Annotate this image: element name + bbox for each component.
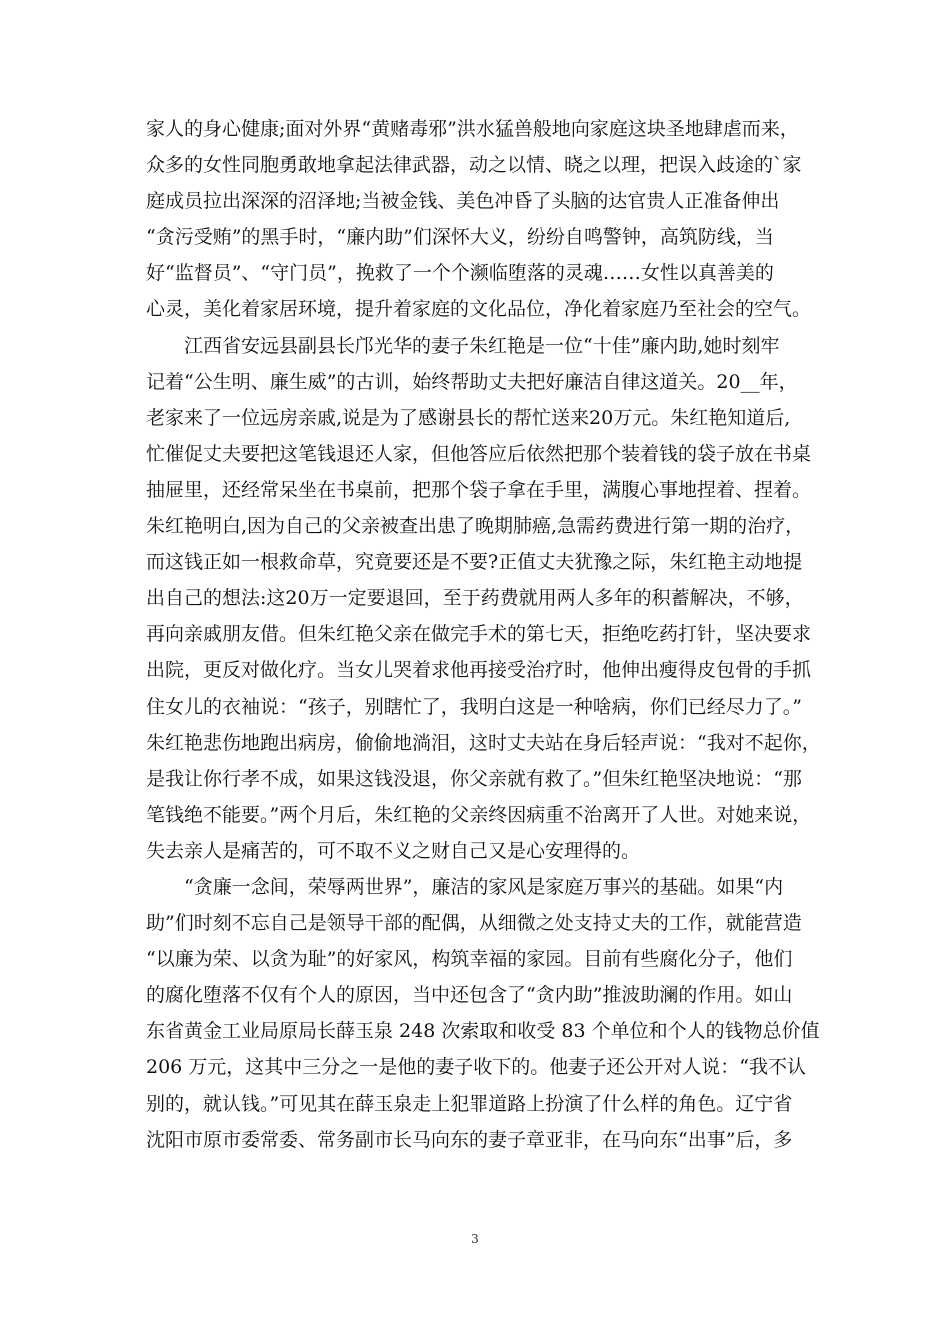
page-number: 3 (471, 1232, 479, 1246)
text-line: 而这钱正如一根救命草，究竟要还是不要?正值丈夫犹豫之际，朱红艳主动地提 (146, 551, 803, 574)
text-line: 忙催促丈夫要把这笔钱退还人家，但他答应后依然把那个装着钱的袋子放在书桌 (146, 442, 812, 465)
text-line: 再向亲戚朋友借。但朱红艳父亲在做完手术的第七天，拒绝吃药打针，坚决要求 (146, 623, 812, 646)
text-line: 笔钱绝不能要。”两个月后，朱红艳的父亲终因病重不治离开了人世。对她来说， (146, 803, 812, 826)
text-line: 心灵，美化着家居环境，提升着家庭的文化品位，净化着家庭乃至社会的空气。 (146, 298, 812, 321)
text-line: 记着“公生明、廉生威”的古训，始终帮助丈夫把好廉洁自律这道关。20__年， (146, 370, 798, 393)
text-line: “贪污受贿”的黑手时，“廉内助”们深怀大义，纷纷自鸣警钟，高筑防线，当 (146, 226, 774, 249)
text-line: 出自己的想法:这20万一定要退回，至于药费就用两人多年的积蓄解决，不够， (146, 587, 804, 610)
text-line: 失去亲人是痛苦的，可不取不义之财自己又是心安理得的。 (146, 839, 641, 862)
text-line: 抽屉里，还经常呆坐在书桌前，把那个袋子拿在手里，满腹心事地捏着、捏着。 (146, 478, 812, 501)
text-line: 东省黄金工业局原局长薛玉泉 248 次索取和收受 83 个单位和个人的钱物总价值 (146, 1020, 820, 1043)
text-line: 是我让你行孝不成，如果这钱没退，你父亲就有救了。”但朱红艳坚决地说：“那 (146, 767, 802, 790)
text-line: “贪廉一念间，荣辱两世界”，廉洁的家风是家庭万事兴的基础。如果“内 (146, 875, 784, 898)
text-line: 出院，更反对做化疗。当女儿哭着求他再接受治疗时，他伸出瘦得皮包骨的手抓 (146, 659, 812, 682)
text-line: 老家来了一位远房亲戚,说是为了感谢县长的帮忙送来20万元。朱红艳知道后, (146, 406, 791, 429)
text-line: 的腐化堕落不仅有个人的原因，当中还包含了“贪内助”推波助澜的作用。如山 (146, 984, 793, 1007)
text-line: 庭成员拉出深深的沼泽地;当被金钱、美色冲昏了头脑的达官贵人正准备伸出 (146, 190, 780, 213)
text-line: 众多的女性同胞勇敢地拿起法律武器，动之以情、晓之以理，把误入歧途的`家 (146, 154, 802, 177)
body-text (146, 111, 821, 1158)
text-line: 别的，就认钱。”可见其在薛玉泉走上犯罪道路上扮演了什么样的角色。辽宁省 (146, 1092, 793, 1115)
text-line: 好“监督员”、“守门员”，挽救了一个个濒临堕落的灵魂……女性以真善美的 (146, 262, 774, 285)
text-line: 住女儿的衣袖说：“孩子，别瞎忙了，我明白这是一种啥病，你们已经尽力了。” (146, 695, 802, 718)
text-line: 朱红艳悲伤地跑出病房，偷偷地淌泪，这时丈夫站在身后轻声说：“我对不起你， (146, 731, 821, 754)
text-line: 朱红艳明白,因为自己的父亲被查出患了晚期肺癌,急需药费进行第一期的治疗， (146, 515, 805, 538)
text-line: 助”们时刻不忘自己是领导干部的配偶，从细微之处支持丈夫的工作，就能营造 (146, 912, 802, 935)
text-line: 江西省安远县副县长邝光华的妻子朱红艳是一位“十佳”廉内助,她时刻牢 (146, 334, 780, 357)
text-line: 家人的身心健康;面对外界“黄赌毒邪”洪水猛兽般地向家庭这块圣地肆虐而来， (146, 118, 799, 140)
text-line: 沈阳市原市委常委、常务副市长马向东的妻子章亚非，在马向东“出事”后，多 (146, 1128, 793, 1151)
text-line: “以廉为荣、以贪为耻”的好家风，构筑幸福的家园。目前有些腐化分子，他们 (146, 948, 793, 971)
text-line: 206 万元，这其中三分之一是他的妻子收下的。他妻子还公开对人说：“我不认 (146, 1056, 807, 1079)
